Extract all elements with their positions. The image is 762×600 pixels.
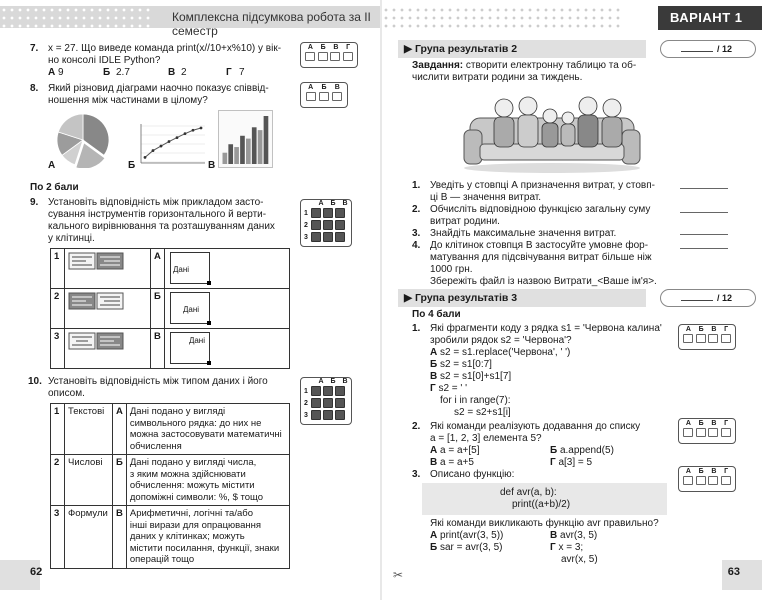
r3-opt-d — [550, 542, 583, 555]
answer-line[interactable] — [680, 212, 728, 213]
opt-value: print(avr(3, 5)) — [440, 530, 504, 541]
align-icons-3 — [68, 331, 124, 351]
q10-row1-desc — [126, 404, 289, 455]
col-d: Г — [724, 420, 729, 427]
q9-row1-cell — [165, 249, 290, 289]
answer-cell[interactable] — [330, 52, 340, 61]
match-cell[interactable] — [335, 410, 345, 420]
q9-row3-letter: В — [151, 329, 165, 369]
match-cell[interactable] — [311, 386, 321, 396]
left-header — [0, 6, 380, 38]
opt-value: sar = avr(3, 5) — [439, 542, 503, 553]
line-point — [192, 129, 195, 132]
cell-data-text: Дані — [173, 264, 190, 274]
q9-line2: сування інструментів горизонтального й верти- — [48, 209, 267, 220]
line-chart-thumbnail — [135, 122, 205, 167]
q9-line4: у клітинці. — [48, 233, 95, 244]
col-c: В — [711, 420, 717, 427]
q9-row3-num: 3 — [51, 329, 65, 369]
answer-line[interactable] — [680, 234, 728, 235]
r2-opt-b — [550, 445, 614, 458]
r3-opt-d-extra: avr(x, 5) — [561, 554, 598, 565]
match-cell[interactable] — [335, 220, 345, 230]
r1-opt-a — [430, 347, 570, 360]
r1-opt-b — [430, 359, 492, 372]
q9-row2-letter: Б — [151, 289, 165, 329]
q7-opt-d: 7 — [239, 67, 245, 78]
q10-row2-type: Числові — [65, 455, 113, 506]
step1-line2: ці В — значення витрат. — [430, 192, 542, 203]
col-c: В — [334, 84, 340, 91]
cell-data-text: Дані — [183, 305, 200, 314]
family-sofa-illustration — [462, 86, 642, 174]
group2-heading — [398, 40, 646, 58]
score-blank[interactable] — [681, 51, 713, 52]
r2-opt-a — [430, 445, 480, 458]
desc-line: Дані подано у вигляді — [129, 406, 226, 417]
col-c: В — [711, 326, 717, 333]
match-cell[interactable] — [335, 208, 345, 218]
line-point — [176, 136, 179, 139]
r2-opt-d — [550, 457, 592, 470]
triangle-bullet-icon: ▶ — [404, 292, 413, 304]
opt-value: avr(3, 5) — [560, 530, 598, 541]
match-cell[interactable] — [311, 208, 321, 218]
q10-row2-desc — [126, 455, 289, 506]
r1-text-line1: Які фрагменти коду з рядка s1 = 'Червона калина' — [430, 323, 662, 334]
match-cell[interactable] — [323, 220, 333, 230]
desc-line: з яким можна здійснювати — [129, 468, 246, 480]
r1-answer-box[interactable] — [678, 324, 736, 350]
group2-score-box[interactable] — [660, 40, 756, 58]
q10-text-line2: описом. — [48, 388, 85, 399]
match-cell[interactable] — [311, 410, 321, 420]
header-title: Комплексна підсумкова робота за ІІ семестр — [172, 10, 371, 38]
line-point — [152, 149, 155, 152]
triangle-bullet-icon: ▶ — [404, 43, 413, 55]
bar — [264, 116, 269, 164]
group3-heading — [398, 289, 646, 307]
match-cell[interactable] — [323, 410, 333, 420]
step2-num: 2. — [412, 204, 421, 215]
row-3: 3 — [304, 411, 308, 419]
header-dot-pattern — [0, 6, 150, 28]
col-b: Б — [698, 468, 704, 475]
align-icons-2 — [68, 291, 124, 311]
r2-text-line1: Які команди реалізують додавання до списку — [430, 421, 641, 432]
step2-line1: Обчисліть відповідною функцією загальну суму — [430, 204, 651, 215]
col-d: Г — [346, 44, 351, 51]
step3-line1: Знайдіть максимальне значення витрат. — [430, 228, 617, 239]
q9-row2-cell — [165, 289, 290, 329]
q10-row1-num: 1 — [51, 404, 65, 455]
col-b: Б — [330, 378, 336, 385]
r2-opt-c — [430, 457, 474, 470]
r3-answer-box[interactable] — [678, 466, 736, 492]
answer-cell[interactable] — [696, 334, 706, 343]
col-b: Б — [321, 84, 327, 91]
desc-line: Дані подано у вигляді числа, — [129, 457, 257, 468]
line-point — [168, 140, 171, 143]
r1-opt-c — [430, 371, 511, 384]
bar — [252, 127, 257, 164]
q7-opt-c: 2 — [181, 67, 187, 78]
r3-opt-a — [430, 530, 503, 543]
opt-value: x = 3; — [558, 542, 584, 553]
code-line2: print((a+b)/2) — [512, 499, 571, 510]
save-instruction: Збережіть файл із назвою Витрати_<Ваше ім'я>. — [430, 276, 657, 287]
row-2: 2 — [304, 399, 308, 407]
q10-table — [50, 403, 290, 569]
q10-number: 10. — [28, 376, 42, 387]
q7-opt-b-letter: Б — [103, 67, 111, 78]
q10-row3-letter: В — [113, 506, 127, 569]
q7-text-line2: но консолі IDLE Python? — [48, 55, 161, 66]
col-b: Б — [698, 420, 704, 427]
col-c: В — [711, 468, 717, 475]
desc-line: даних у клітинках; можуть — [129, 531, 245, 542]
group2-title: Група результатів 2 — [415, 43, 518, 55]
q9-row1-icons — [65, 249, 151, 289]
q9-number: 9. — [30, 197, 39, 208]
q8-answer-box[interactable] — [300, 82, 348, 108]
step4-line3: 1000 грн. — [430, 264, 473, 275]
opt-letter: А — [430, 347, 438, 358]
row-3: 3 — [304, 233, 308, 241]
r3-opt-c — [550, 530, 597, 543]
score-blank[interactable] — [681, 300, 713, 301]
answer-cell[interactable] — [708, 428, 718, 437]
col-a: А — [685, 468, 691, 475]
q9-table — [50, 248, 290, 369]
points-4-heading: По 4 бали — [412, 309, 461, 320]
col-b: Б — [698, 326, 704, 333]
opt-letter: Г — [550, 457, 556, 468]
q10-text-line1: Установіть відповідність між типом даних і його — [48, 376, 268, 387]
line-point — [200, 127, 203, 130]
answer-cell[interactable] — [683, 428, 693, 437]
opt-value: s2 = s1.replace('Червона', ' ') — [440, 347, 571, 358]
bar — [228, 144, 233, 164]
line-point — [184, 132, 187, 135]
opt-letter: В — [430, 371, 438, 382]
task-text-line2: числити витрати родини за тиждень. — [412, 72, 583, 83]
group2-task — [412, 60, 712, 73]
left-page-number: 62 — [30, 566, 43, 578]
fill-handle — [207, 281, 211, 285]
opt-letter: А — [430, 445, 438, 456]
right-header — [382, 6, 762, 28]
desc-line: містити посилання, функції, знаки — [129, 542, 280, 554]
bar-chart-thumbnail — [218, 110, 273, 168]
answer-cell[interactable] — [683, 334, 693, 343]
col-a: А — [318, 378, 324, 385]
q10-row2-letter: Б — [113, 455, 127, 506]
col-b: Б — [330, 200, 336, 207]
match-cell[interactable] — [323, 232, 333, 242]
col-a: А — [307, 44, 313, 51]
r3-question: Які команди викликають функцію avr правильно? — [430, 518, 659, 529]
task-label: Завдання: — [412, 60, 464, 71]
desc-line: інші вирази для опрацювання — [129, 519, 262, 531]
answer-cell[interactable] — [343, 52, 353, 61]
step4-line2: матування для підсвічування витрат більше ніж — [430, 252, 652, 263]
match-cell[interactable] — [335, 398, 345, 408]
bar — [234, 147, 239, 164]
q7-options — [48, 67, 288, 80]
match-cell[interactable] — [323, 386, 333, 396]
match-cell[interactable] — [323, 208, 333, 218]
right-page-number: 63 — [727, 566, 740, 578]
left-page — [0, 0, 380, 600]
pie-chart-thumbnail — [55, 112, 115, 168]
q9-row1-letter: А — [151, 249, 165, 289]
score-max: / 12 — [717, 293, 733, 303]
step4-line1: До клітинок стовпця В застосуйте умовне фор- — [430, 240, 649, 251]
answer-cell[interactable] — [696, 428, 706, 437]
r1-loop-line1: for i in range(7): — [440, 395, 511, 406]
col-c: В — [333, 44, 339, 51]
row-1: 1 — [304, 209, 308, 217]
step3-num: 3. — [412, 228, 421, 239]
scissors-icon: ✂ — [393, 568, 404, 582]
q7-opt-a: 9 — [58, 67, 64, 78]
match-cell[interactable] — [311, 220, 321, 230]
q9-row2-num: 2 — [51, 289, 65, 329]
q8-label-a: А — [48, 160, 56, 171]
fill-handle — [207, 321, 211, 325]
q9-row1-num: 1 — [51, 249, 65, 289]
col-c: В — [342, 378, 348, 385]
bar — [258, 130, 263, 164]
desc-line: можна застосовувати математичні — [129, 429, 282, 440]
opt-value: s2 = s1[0]+s1[7] — [440, 371, 512, 382]
answer-cell[interactable] — [696, 476, 706, 485]
opt-letter: Б — [430, 542, 438, 553]
opt-letter: Г — [550, 542, 556, 553]
right-page — [382, 0, 762, 600]
line-point — [160, 145, 163, 148]
r3-number: 3. — [412, 469, 421, 480]
match-cell[interactable] — [323, 398, 333, 408]
r3-opt-b — [430, 542, 503, 555]
q10-row1-type: Текстові — [65, 404, 113, 455]
answer-cell[interactable] — [306, 92, 316, 101]
bar — [223, 153, 228, 164]
step4-num: 4. — [412, 240, 421, 251]
r1-text-line2: зробили рядок s2 = 'Червона'? — [430, 335, 572, 346]
opt-letter: А — [430, 530, 438, 541]
q8-text-line1: Який різновид діаграми наочно показує співвід- — [48, 83, 269, 94]
r2-text-line2: a = [1, 2, 3] елемента 5? — [430, 433, 542, 444]
q7-number: 7. — [30, 43, 39, 54]
col-a: А — [308, 84, 314, 91]
opt-letter: В — [550, 530, 558, 541]
opt-letter: Г — [430, 383, 436, 394]
match-cell[interactable] — [311, 232, 321, 242]
r1-loop-line2: s2 = s2+s1[i] — [454, 407, 511, 418]
opt-value: a = a+[5] — [440, 445, 480, 456]
opt-letter: Б — [430, 359, 438, 370]
opt-letter: Б — [550, 445, 558, 456]
q7-answer-box[interactable] — [300, 42, 358, 68]
opt-value: a[3] = 5 — [558, 457, 593, 468]
code-line1: def avr(a, b): — [500, 487, 557, 498]
q8-number: 8. — [30, 83, 39, 94]
score-max: / 12 — [717, 44, 733, 54]
answer-cell[interactable] — [721, 334, 731, 343]
q8-text-line2: ношення між частинами в цілому? — [48, 95, 208, 106]
col-a: А — [685, 326, 691, 333]
q10-row2-num: 2 — [51, 455, 65, 506]
cell-data-text: Дані — [188, 336, 205, 345]
opt-value: a.append(5) — [559, 445, 614, 456]
q10-matching-grid[interactable] — [300, 377, 352, 425]
q8-label-c: В — [208, 160, 216, 171]
align-icons-1 — [68, 251, 124, 271]
col-c: В — [342, 200, 348, 207]
answer-cell[interactable] — [683, 476, 693, 485]
group3-score-box[interactable] — [660, 289, 756, 307]
q10-row3-num: 3 — [51, 506, 65, 569]
step1-num: 1. — [412, 180, 421, 191]
q9-row3-icons — [65, 329, 151, 369]
answer-cell[interactable] — [318, 52, 328, 61]
line-point — [144, 156, 147, 159]
desc-line: обчислення: можуть містити — [129, 480, 255, 491]
bar — [246, 139, 251, 164]
q7-opt-d-letter: Г — [226, 67, 232, 78]
opt-value: a = a+5 — [440, 457, 474, 468]
desc-line: символьного рядка: до них не — [129, 417, 262, 429]
r2-number: 2. — [412, 421, 421, 432]
points-2-heading: По 2 бали — [30, 182, 79, 193]
q7-opt-c-letter: В — [168, 67, 176, 78]
answer-cell[interactable] — [708, 334, 718, 343]
row-2: 2 — [304, 221, 308, 229]
answer-cell[interactable] — [708, 476, 718, 485]
q9-line1: Установіть відповідність між прикладом засто- — [48, 197, 264, 208]
q10-row1-letter: А — [113, 404, 127, 455]
opt-value: s2 = ' ' — [438, 383, 468, 394]
opt-letter: В — [430, 457, 438, 468]
col-a: А — [685, 420, 691, 427]
q10-row3-desc — [126, 506, 289, 569]
col-d: Г — [724, 468, 729, 475]
r3-code-block — [422, 483, 667, 515]
col-d: Г — [724, 326, 729, 333]
q9-row3-cell — [165, 329, 290, 369]
bar — [240, 136, 245, 164]
q7-text-line1: x = 27. Що виведе команда print(x//10+x%10) у вік- — [48, 43, 282, 54]
desc-line: допоміжні символи: %, $ тощо — [129, 491, 264, 503]
fill-handle — [207, 361, 211, 365]
answer-cell[interactable] — [721, 428, 731, 437]
desc-line: операцій тощо — [129, 554, 195, 565]
r1-opt-d — [430, 383, 467, 396]
r2-answer-box[interactable] — [678, 418, 736, 444]
q9-line3: кального вирівнювання та розташуванням даних — [48, 221, 275, 232]
match-cell[interactable] — [311, 398, 321, 408]
match-cell[interactable] — [335, 232, 345, 242]
step1-line1: Уведіть у стовпці А призначення витрат, у стовп- — [430, 180, 655, 191]
task-text-line1: створити електронну таблицю та об- — [463, 60, 637, 71]
variant-badge: ВАРІАНТ 1 — [658, 6, 762, 30]
q7-opt-b: 2.7 — [116, 67, 130, 78]
q9-matching-grid[interactable] — [300, 199, 352, 247]
answer-cell[interactable] — [721, 476, 731, 485]
q10-row3-type: Формули — [65, 506, 113, 569]
group3-title: Група результатів 3 — [415, 292, 518, 304]
row-1: 1 — [304, 387, 308, 395]
step2-line2: витрат родини. — [430, 216, 500, 227]
col-b: Б — [320, 44, 326, 51]
q8-label-b: Б — [128, 160, 136, 171]
q9-row2-icons — [65, 289, 151, 329]
match-cell[interactable] — [335, 386, 345, 396]
answer-line[interactable] — [680, 188, 728, 189]
answer-cell[interactable] — [332, 92, 342, 101]
r1-number: 1. — [412, 323, 421, 334]
desc-line: Арифметичні, логічні та/або — [129, 508, 253, 519]
desc-line: обчислення — [129, 440, 182, 452]
r3-text: Описано функцію: — [430, 469, 515, 480]
opt-value: s2 = s1[0:7] — [439, 359, 492, 370]
answer-line[interactable] — [680, 248, 728, 249]
answer-cell[interactable] — [305, 52, 315, 61]
answer-cell[interactable] — [319, 92, 329, 101]
q7-opt-a-letter: А — [48, 67, 56, 78]
header-dot-pattern — [382, 6, 622, 28]
col-a: А — [318, 200, 324, 207]
